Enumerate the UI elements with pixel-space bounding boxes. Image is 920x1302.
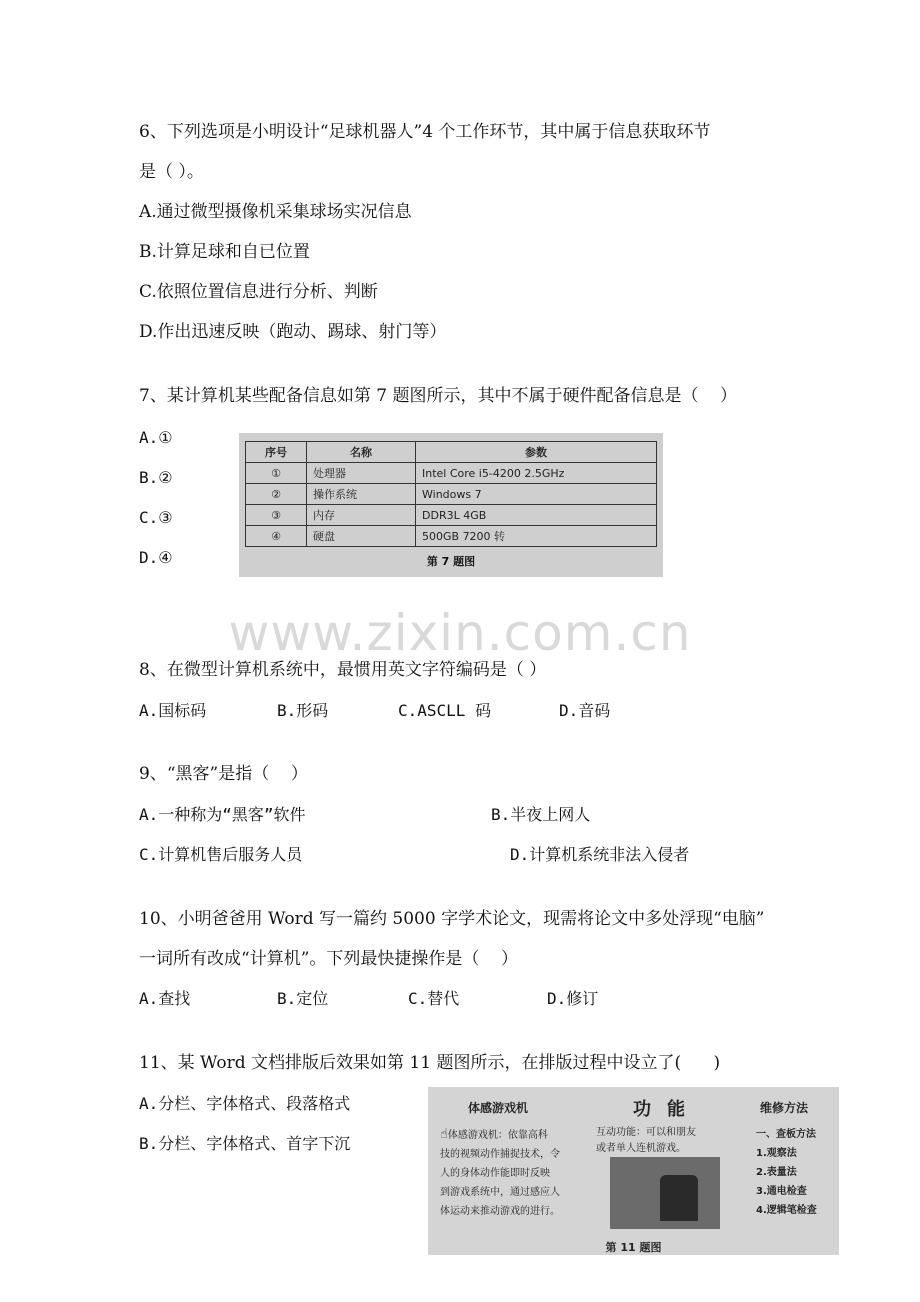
column-1-line: 技的视频动作捕捉技术，令: [440, 1149, 560, 1160]
q7-option-a: A.①: [139, 428, 173, 447]
q6-stem-line1: 6、下列选项是小明设计“足球机器人”4 个工作环节，其中属于信息获取环节: [139, 122, 711, 142]
q10-option-b: B.定位: [277, 989, 329, 1008]
figure-7-caption: 第 7 题图: [426, 555, 476, 568]
q6-option-b: B.计算足球和自已位置: [139, 242, 310, 262]
q9-option-d: D.计算机系统非法入侵者: [510, 845, 690, 864]
watermark: www.zixin.com.cn: [228, 604, 692, 662]
column-1-line: 人的身体动作能即时反映: [440, 1168, 550, 1179]
row-index: ③: [246, 505, 307, 526]
q8-option-a: A.国标码: [139, 701, 207, 720]
q9-option-a: A.一种称为“黑客”软件: [139, 805, 306, 824]
config-table-header: [246, 442, 657, 463]
row-name: 操作系统: [307, 484, 416, 505]
q7-stem: 7、某计算机某些配备信息如第 7 题图所示，其中不属于硬件配备信息是（ ）: [139, 386, 738, 406]
row-name: 内存: [307, 505, 416, 526]
figure-7: [239, 433, 663, 577]
column-3-line: 2.表量法: [756, 1167, 797, 1178]
q8-option-b: B.形码: [277, 701, 329, 720]
q9-stem: 9、“黑客”是指（ ）: [139, 764, 308, 784]
table-row: [246, 484, 657, 505]
q11-option-b: B.分栏、字体格式、首字下沉: [139, 1134, 351, 1153]
column-1-line: 到游戏系统中，通过感应人: [440, 1187, 560, 1198]
figure-11: [428, 1087, 839, 1255]
q9-option-b: B.半夜上网人: [491, 805, 591, 824]
column-2-line: 或者单人连机游戏。: [596, 1143, 686, 1154]
table-row: [246, 526, 657, 547]
q8-option-c: C.ASCLL 码: [398, 701, 492, 720]
q7-option-d: D.④: [139, 548, 173, 567]
config-table: [245, 441, 657, 547]
column-3-line: 3.通电检查: [756, 1186, 807, 1197]
row-param: DDR3L 4GB: [416, 505, 657, 526]
person-silhouette: [660, 1175, 698, 1221]
q11-stem: 11、某 Word 文档排版后效果如第 11 题图所示，在排版过程中设立了( ): [139, 1053, 721, 1073]
q10-option-d: D.修订: [547, 989, 599, 1008]
table-row: [246, 505, 657, 526]
row-index: ④: [246, 526, 307, 547]
q10-stem-line1: 10、小明爸爸用 Word 写一篇约 5000 字学术论文，现需将论文中多处浮现“电脑”: [139, 909, 765, 929]
q6-option-c: C.依照位置信息进行分析、判断: [139, 282, 378, 302]
table-row: [246, 463, 657, 484]
header-index: 序号: [246, 442, 307, 463]
hand-pointer-icon: ☝: [440, 1127, 448, 1142]
header-param: 参数: [416, 442, 657, 463]
q10-option-c: C.替代: [408, 989, 460, 1008]
row-param: 500GB 7200 转: [416, 526, 657, 547]
q6-option-a: A.通过微型摄像机采集球场实况信息: [139, 202, 412, 222]
q11-option-a: A.分栏、字体格式、段落格式: [139, 1094, 351, 1113]
row-param: Windows 7: [416, 484, 657, 505]
figure-11-photo: [610, 1157, 720, 1229]
figure-11-column-3: [756, 1125, 836, 1220]
figure-11-caption: 第 11 题图: [605, 1241, 662, 1254]
figure-11-title-left: 体感游戏机: [468, 1101, 529, 1115]
q7-option-c: C.③: [139, 508, 173, 527]
column-1-text: 体感游戏机：依靠高科: [447, 1130, 548, 1141]
row-index: ②: [246, 484, 307, 505]
figure-11-column-1: [440, 1125, 590, 1221]
q7-option-b: B.②: [139, 468, 173, 487]
q10-option-a: A.查找: [139, 989, 191, 1008]
column-1-line: [440, 1125, 590, 1145]
row-param: Intel Core i5-4200 2.5GHz: [416, 463, 657, 484]
header-name: 名称: [307, 442, 416, 463]
figure-11-title-center: 功能: [633, 1099, 701, 1120]
column-3-line: 4.逻辑笔检查: [756, 1205, 817, 1216]
column-3-line: 一、查板方法: [756, 1129, 816, 1140]
row-name: 硬盘: [307, 526, 416, 547]
q8-stem: 8、在微型计算机系统中，最惯用英文字符编码是（ ）: [139, 660, 547, 680]
q6-stem-line2: 是（ ）。: [139, 162, 204, 182]
q6-option-d: D.作出迅速反映（跑动、踢球、射门等）: [139, 322, 447, 342]
q8-option-d: D.音码: [559, 701, 611, 720]
column-3-line: 1.观察法: [756, 1148, 797, 1159]
row-index: ①: [246, 463, 307, 484]
figure-11-column-2: [596, 1125, 746, 1157]
q10-stem-line2: 一词所有改成“计算机”。下列最快捷操作是（ ）: [139, 949, 518, 969]
column-1-line: 体运动来推动游戏的进行。: [440, 1206, 560, 1217]
row-name: 处理器: [307, 463, 416, 484]
figure-11-title-right: 维修方法: [760, 1101, 809, 1115]
q9-option-c: C.计算机售后服务人员: [139, 845, 303, 864]
column-2-line: 互动功能：可以和朋友: [596, 1127, 696, 1138]
